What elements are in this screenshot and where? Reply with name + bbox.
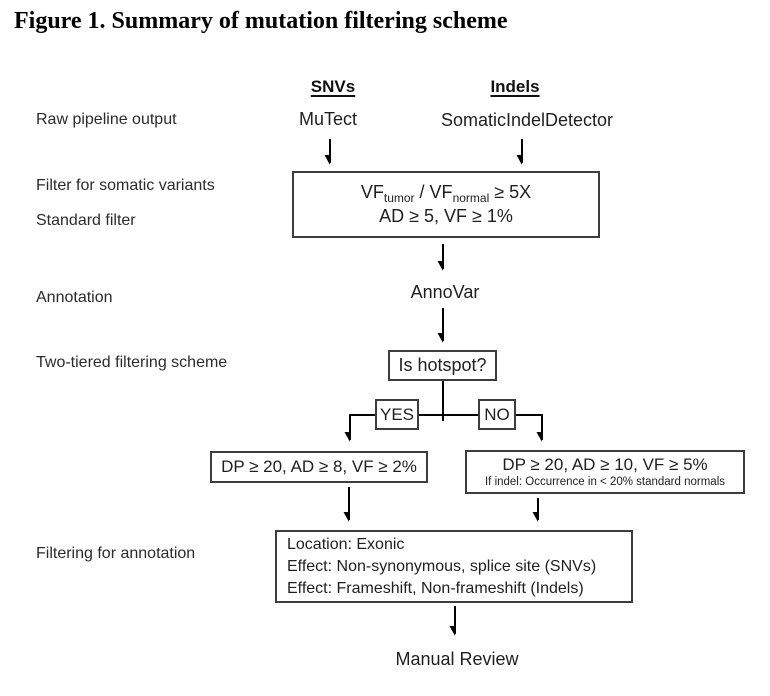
column-header-indels: Indels bbox=[490, 77, 540, 96]
standard-filter-criteria: AD ≥ 5, VF ≥ 1% bbox=[379, 206, 513, 226]
formula-mid: / VF bbox=[414, 182, 453, 202]
row-label-raw-pipeline-output: Raw pipeline output bbox=[36, 111, 177, 128]
hotspot-yes-criteria-text: DP ≥ 20, AD ≥ 8, VF ≥ 2% bbox=[221, 457, 417, 476]
row-label-annotation: Annotation bbox=[36, 289, 113, 306]
hotspot-yes-criteria-box bbox=[210, 451, 428, 483]
arrow-yes-branch bbox=[350, 415, 375, 440]
formula-tail: ≥ 5X bbox=[489, 182, 532, 202]
annotation-filter-location: Location: Exonic bbox=[287, 535, 405, 553]
hotspot-no-criteria-text: DP ≥ 20, AD ≥ 10, VF ≥ 5% bbox=[502, 455, 708, 474]
row-label-standard-filter: Standard filter bbox=[36, 212, 136, 229]
row-label-filter-somatic-variants: Filter for somatic variants bbox=[36, 177, 215, 194]
somatic-filter-formula bbox=[361, 182, 531, 203]
formula-vf-base1: VF bbox=[360, 182, 384, 202]
hotspot-no-criteria-box bbox=[465, 450, 745, 494]
hotspot-decision-box bbox=[388, 350, 497, 381]
branch-no-box bbox=[478, 399, 516, 430]
hotspot-question-text: Is hotspot? bbox=[398, 355, 487, 375]
row-label-two-tiered-scheme: Two-tiered filtering scheme bbox=[36, 354, 228, 371]
annotation-filter-box bbox=[275, 530, 633, 603]
branch-yes-label: YES bbox=[379, 404, 415, 424]
branch-no-label: NO bbox=[484, 404, 510, 424]
arrow-no-branch bbox=[516, 415, 542, 440]
node-mutect: MuTect bbox=[298, 109, 358, 129]
formula-sub-tumor: tumor bbox=[383, 191, 415, 205]
formula-sub-normal: normal bbox=[452, 191, 490, 205]
somatic-filter-box bbox=[292, 171, 600, 238]
branch-yes-box bbox=[375, 399, 419, 430]
annotation-filter-effect-snvs: Effect: Non-synonymous, splice site (SNVs) bbox=[287, 557, 597, 575]
hotspot-no-indel-note: If indel: Occurrence in < 20% standard normals bbox=[484, 476, 726, 488]
node-somatic-indel-detector: SomaticIndelDetector bbox=[440, 110, 614, 130]
row-label-filtering-for-annotation: Filtering for annotation bbox=[36, 545, 196, 562]
annotation-filter-effect-indels: Effect: Frameshift, Non-frameshift (Indels) bbox=[287, 579, 584, 597]
column-header-snvs: SNVs bbox=[310, 77, 356, 96]
node-manual-review: Manual Review bbox=[395, 649, 519, 669]
figure-title: Figure 1. Summary of mutation filtering scheme bbox=[14, 8, 508, 34]
node-annovar: AnnoVar bbox=[410, 282, 480, 302]
